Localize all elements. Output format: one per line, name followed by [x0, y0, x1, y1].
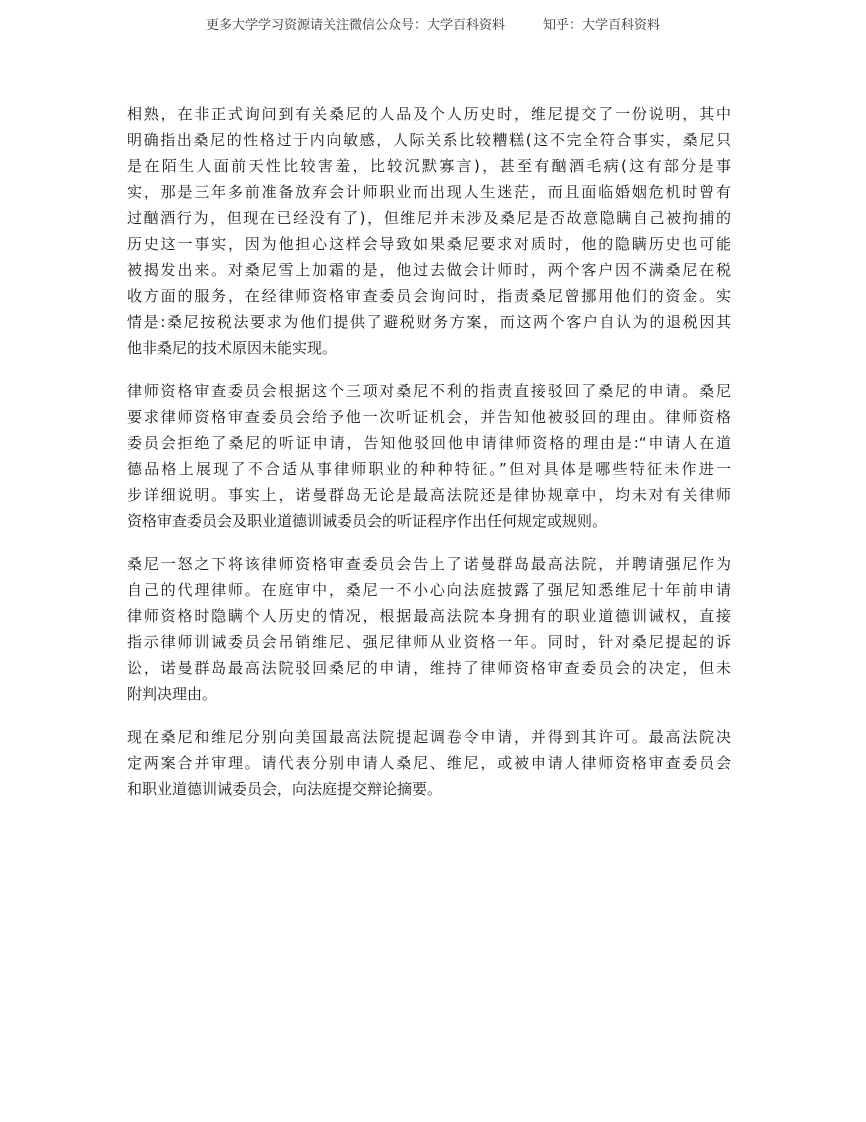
text-line: 桑尼一怒之下将该律师资格审查委员会告上了诺曼群岛最高法院，并聘请强尼作为: [127, 555, 731, 573]
paragraph-4: [127, 724, 731, 802]
text-line: 定两案合并审理。请代表分别申请人桑尼、维尼，或被申请人律师资格审查委员会: [127, 754, 731, 772]
document-body: [127, 101, 731, 819]
text-line: 过酗酒行为，但现在已经没有了)，但维尼并未涉及桑尼是否故意隐瞒自己被拘捕的: [127, 209, 731, 227]
page-header: [0, 14, 866, 33]
text-line: 被揭发出来。对桑尼雪上加霜的是，他过去做会计师时，两个客户因不满桑尼在税: [127, 261, 731, 279]
text-line: 实，那是三年多前准备放弃会计师职业而出现人生迷茫，而且面临婚姻危机时曾有: [127, 183, 731, 201]
text-line: 他非桑尼的技术原因未能实现。: [127, 339, 338, 357]
text-line: 德品格上展现了不合适从事律师职业的种种特征。”但对具体是哪些特征未作进一: [127, 460, 731, 478]
text-line: 要求律师资格审查委员会给予他一次听证机会，并告知他被驳回的理由。律师资格: [127, 408, 731, 426]
text-line: 指示律师训诫委员会吊销维尼、强尼律师从业资格一年。同时，针对桑尼提起的诉: [127, 633, 731, 651]
text-line: 律师资格时隐瞒个人历史的情况，根据最高法院本身拥有的职业道德训诫权，直接: [127, 607, 731, 625]
paragraph-2: [127, 378, 731, 534]
text-line: 历史这一事实，因为他担心这样会导致如果桑尼要求对质时，他的隐瞒历史也可能: [127, 235, 731, 253]
text-line: 自己的代理律师。在庭审中，桑尼一不小心向法庭披露了强尼知悉维尼十年前申请: [127, 581, 731, 599]
text-line: 附判决理由。: [127, 685, 218, 703]
text-line: 资格审查委员会及职业道德训诫委员会的听证程序作出任何规定或规则。: [127, 512, 608, 530]
paragraph-3: [127, 551, 731, 707]
text-line: 步详细说明。事实上，诺曼群岛无论是最高法院还是律协规章中，均未对有关律师: [127, 486, 731, 504]
text-line: 讼，诺曼群岛最高法院驳回桑尼的申请，维持了律师资格审查委员会的决定，但未: [127, 659, 731, 677]
paragraph-1: [127, 101, 731, 361]
text-line: 收方面的服务，在经律师资格审查委员会询问时，指责桑尼曾挪用他们的资金。实: [127, 287, 731, 305]
text-line: 是在陌生人面前天性比较害羞，比较沉默寡言)，甚至有酗酒毛病(这有部分是事: [127, 157, 731, 175]
text-line: 和职业道德训诫委员会，向法庭提交辩论摘要。: [127, 780, 443, 798]
text-line: 现在桑尼和维尼分别向美国最高法院提起调卷令申请，并得到其许可。最高法院决: [127, 728, 731, 746]
header-zhihu-text: 知乎：大学百科资料: [543, 18, 661, 33]
text-line: 律师资格审查委员会根据这个三项对桑尼不利的指责直接驳回了桑尼的申请。桑尼: [127, 382, 731, 400]
text-line: 相熟，在非正式询问到有关桑尼的人品及个人历史时，维尼提交了一份说明，其中: [127, 105, 731, 123]
text-line: 明确指出桑尼的性格过于内向敏感，人际关系比较糟糕(这不完全符合事实，桑尼只: [127, 131, 731, 149]
text-line: 委员会拒绝了桑尼的听证申请，告知他驳回他申请律师资格的理由是:“申请人在道: [127, 434, 731, 452]
text-line: 情是:桑尼按税法要求为他们提供了避税财务方案，而这两个客户自认为的退税因其: [127, 313, 731, 331]
header-wechat-text: 更多大学学习资源请关注微信公众号：大学百科资料: [205, 18, 505, 33]
